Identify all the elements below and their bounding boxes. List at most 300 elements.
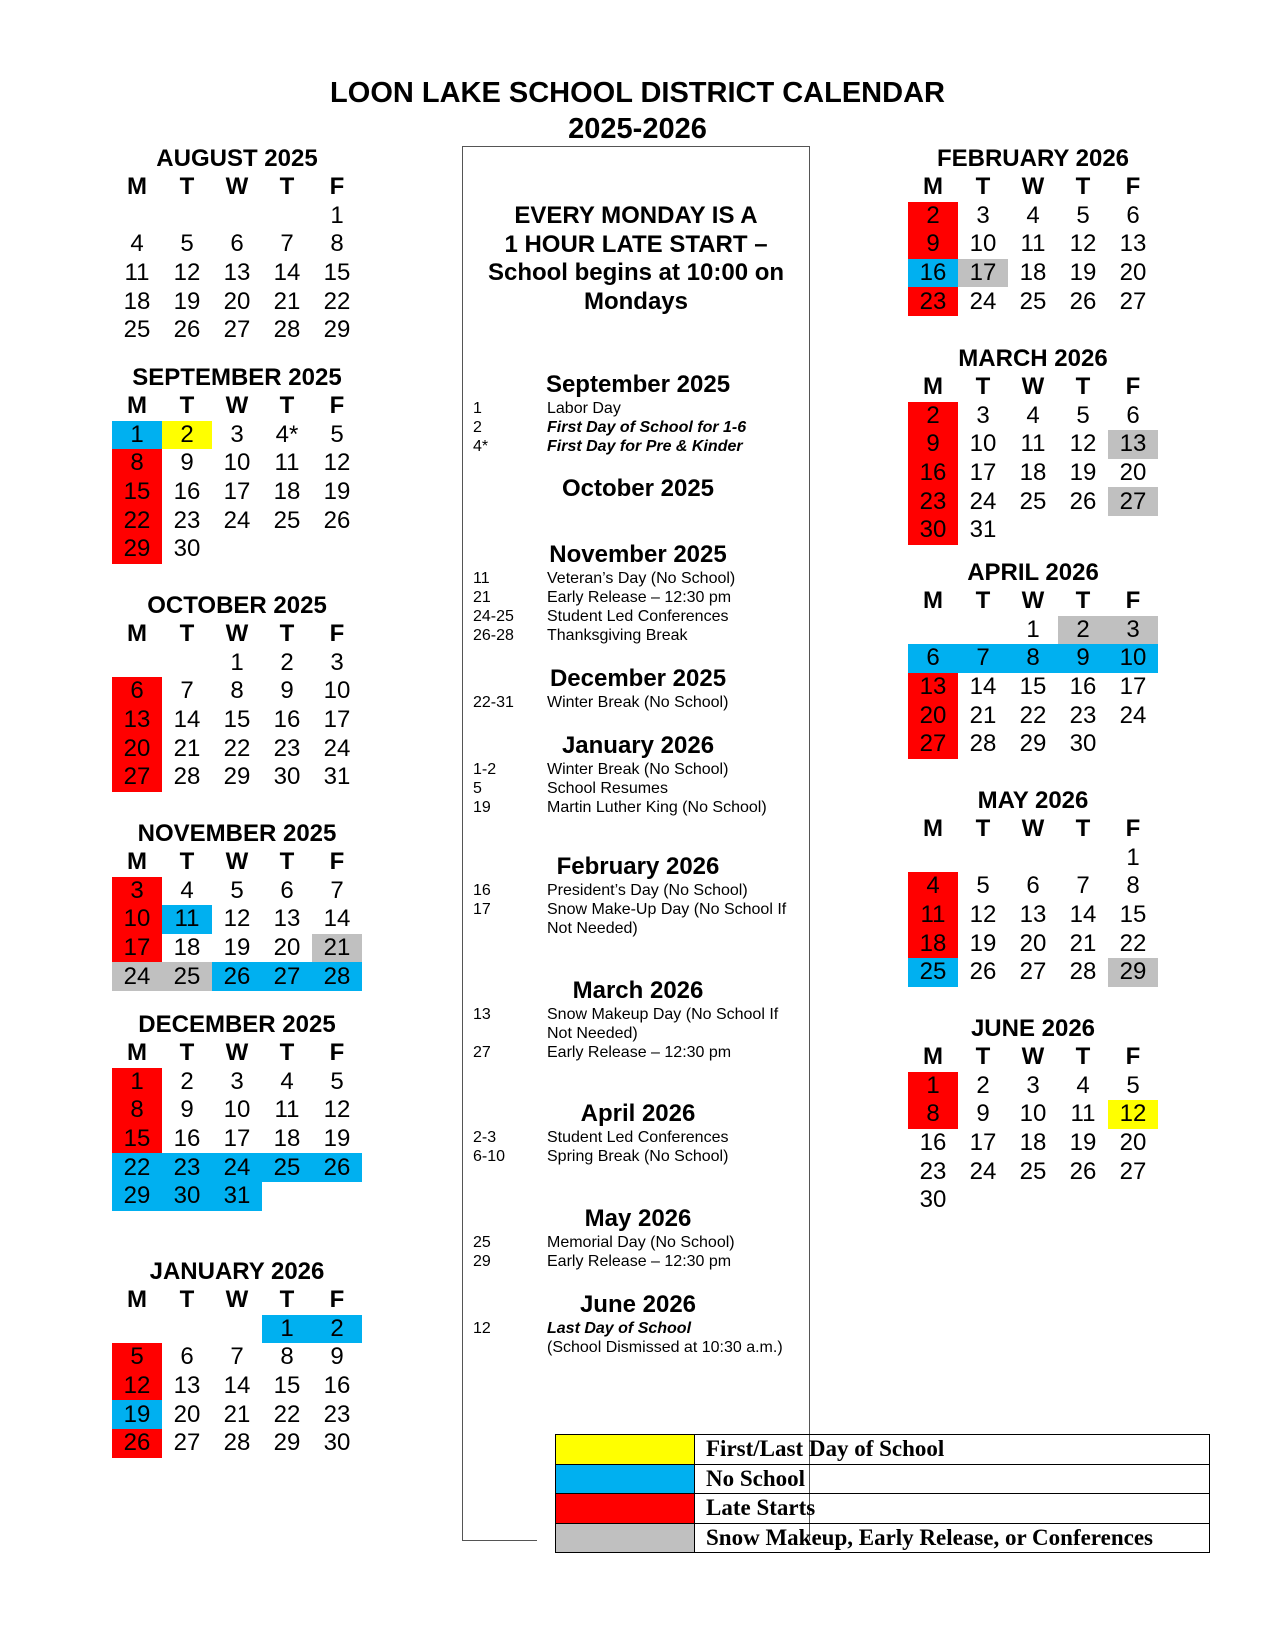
day-cell: 23 — [323, 1400, 351, 1428]
day-cell: 9 — [280, 677, 294, 705]
weekday-header: F — [1125, 587, 1141, 615]
event-item — [462, 1147, 810, 1166]
day-cell: 17 — [223, 1125, 251, 1153]
event-date: 17 — [473, 901, 491, 918]
month-name: DECEMBER 2025 — [138, 1011, 336, 1038]
day-cell: 28 — [223, 1429, 251, 1457]
month-grid — [112, 620, 362, 792]
event-date: 22-31 — [473, 694, 514, 711]
day-cell: 30 — [919, 1186, 947, 1214]
day-cell: 18 — [908, 929, 958, 958]
event-item — [462, 437, 810, 456]
event-item — [462, 900, 810, 938]
weekday-header: M — [127, 392, 147, 420]
day-cell: 12 — [1069, 430, 1097, 458]
event-item — [462, 1338, 810, 1357]
day-cell: 6 — [908, 644, 958, 673]
day-cell: 25 — [908, 958, 958, 987]
day-cell: 17 — [1119, 673, 1147, 701]
day-cell: 25 — [123, 316, 151, 344]
month-grid — [908, 373, 1158, 545]
event-item — [462, 418, 810, 437]
event-description: Memorial Day (No School) — [547, 1234, 735, 1251]
event-date: 2 — [473, 419, 482, 436]
day-cell: 5 — [1126, 1071, 1140, 1099]
weekday-header: W — [1021, 373, 1045, 401]
day-cell: 7 — [230, 1343, 244, 1371]
day-cell: 15 — [112, 1125, 162, 1154]
event-date: 24-25 — [473, 608, 514, 625]
day-cell: 16 — [1069, 673, 1097, 701]
event-item — [462, 626, 810, 645]
month-name: OCTOBER 2025 — [147, 592, 327, 619]
day-cell: 13 — [223, 259, 251, 287]
day-cell: 11 — [124, 259, 150, 287]
event-item — [462, 399, 810, 418]
day-cell: 11 — [274, 449, 300, 477]
day-cell: 17 — [223, 478, 251, 506]
day-cell: 6 — [180, 1343, 194, 1371]
month-grid — [112, 848, 362, 991]
month-name: SEPTEMBER 2025 — [132, 364, 342, 391]
event-month-section — [462, 1100, 810, 1166]
month-name: APRIL 2026 — [967, 559, 1099, 586]
day-cell: 19 — [323, 478, 351, 506]
day-cell: 17 — [969, 1129, 997, 1157]
note-line: Mondays — [583, 287, 688, 315]
day-cell: 19 — [1069, 1129, 1097, 1157]
legend-label: First/Last Day of School — [695, 1435, 1210, 1465]
event-month-section — [462, 665, 810, 712]
day-cell: 15 — [1019, 673, 1047, 701]
day-cell: 27 — [1108, 487, 1158, 516]
weekday-header: M — [127, 1039, 147, 1067]
weekday-header: T — [1075, 373, 1091, 401]
day-cell: 18 — [273, 478, 301, 506]
day-cell: 12 — [1069, 230, 1097, 258]
day-cell: 27 — [112, 763, 162, 792]
month-calendar — [908, 145, 1158, 316]
day-cell: 28 — [1069, 958, 1097, 986]
day-cell: 29 — [273, 1429, 301, 1457]
day-cell: 2 — [976, 1071, 990, 1099]
day-cell: 19 — [112, 1400, 162, 1429]
day-cell: 8 — [230, 677, 244, 705]
day-cell: 28 — [173, 763, 201, 791]
day-cell: 10 — [323, 677, 351, 705]
event-description: Early Release – 12:30 pm — [547, 1044, 732, 1061]
day-cell: 9 — [908, 430, 958, 459]
day-cell: 25 — [1019, 287, 1047, 315]
day-cell: 10 — [223, 1096, 251, 1124]
event-date: 5 — [473, 780, 482, 797]
day-cell: 6 — [1126, 201, 1140, 229]
day-cell: 19 — [323, 1125, 351, 1153]
event-description: School Resumes — [547, 780, 668, 797]
event-month-title: December 2025 — [549, 665, 727, 692]
day-cell: 8 — [1126, 872, 1140, 900]
day-cell: 26 — [312, 1153, 362, 1182]
day-cell: 15 — [1119, 901, 1147, 929]
day-cell: 9 — [330, 1343, 344, 1371]
day-cell: 22 — [273, 1400, 301, 1428]
day-cell: 15 — [223, 706, 251, 734]
day-cell: 20 — [112, 734, 162, 763]
day-cell: 16 — [908, 459, 958, 488]
day-cell: 11 — [1020, 430, 1046, 458]
legend-swatch-gray — [556, 1523, 695, 1553]
event-description: Labor Day — [547, 400, 621, 417]
event-item — [462, 779, 810, 798]
day-cell: 9 — [1058, 644, 1108, 673]
event-date: 1 — [473, 400, 482, 417]
month-calendar — [112, 1011, 362, 1211]
event-month-section — [462, 977, 810, 1062]
legend-swatch-red — [556, 1494, 695, 1524]
weekday-header: W — [225, 392, 249, 420]
weekday-header: T — [1075, 815, 1091, 843]
weekday-header: M — [923, 1043, 943, 1071]
day-cell: 19 — [1069, 259, 1097, 287]
day-cell: 5 — [180, 230, 194, 258]
day-cell: 24 — [969, 287, 997, 315]
note-line: EVERY MONDAY IS A — [514, 202, 758, 229]
day-cell: 14 — [223, 1372, 251, 1400]
event-date: 2-3 — [473, 1129, 497, 1146]
day-cell: 24 — [323, 734, 351, 762]
day-cell: 4 — [1026, 401, 1040, 429]
day-cell: 17 — [958, 259, 1008, 288]
month-calendar — [112, 1258, 362, 1458]
event-description: Early Release – 12:30 pm — [547, 1253, 732, 1270]
day-cell: 23 — [173, 506, 201, 534]
day-cell: 27 — [908, 730, 958, 759]
day-cell: 16 — [173, 1125, 201, 1153]
event-item — [462, 1043, 810, 1062]
month-calendar — [908, 345, 1158, 545]
day-cell: 25 — [273, 506, 301, 534]
legend-swatch-yellow — [556, 1435, 695, 1465]
weekday-header: T — [975, 587, 991, 615]
month-name: MAY 2026 — [977, 787, 1089, 814]
day-cell: 1 — [112, 1068, 162, 1097]
weekday-header: F — [1125, 1043, 1141, 1071]
day-cell: 16 — [323, 1372, 351, 1400]
event-date: 21 — [473, 589, 491, 606]
weekday-header: M — [923, 373, 943, 401]
day-cell: 16 — [273, 706, 301, 734]
day-cell: 24 — [969, 1157, 997, 1185]
weekday-header: W — [1021, 173, 1045, 201]
weekday-header: T — [179, 620, 195, 648]
day-cell: 20 — [1119, 459, 1147, 487]
weekday-header: F — [329, 1039, 345, 1067]
event-description: Thanksgiving Break — [547, 627, 688, 644]
monday-late-start-note — [462, 202, 810, 316]
event-description: Winter Break (No School) — [547, 694, 729, 711]
day-cell: 1 — [1126, 843, 1140, 871]
weekday-header: W — [225, 620, 249, 648]
day-cell: 16 — [173, 478, 201, 506]
month-grid — [908, 815, 1158, 987]
day-cell: 30 — [1069, 730, 1097, 758]
day-cell: 21 — [223, 1400, 251, 1428]
day-cell: 30 — [908, 516, 958, 545]
day-cell: 8 — [112, 1096, 162, 1125]
day-cell: 23 — [919, 1157, 947, 1185]
event-date: 12 — [473, 1320, 491, 1337]
event-description: Veteran’s Day (No School) — [547, 570, 736, 587]
day-cell: 15 — [323, 259, 351, 287]
event-description: First Day for Pre & Kinder — [547, 438, 743, 455]
day-cell: 4 — [1026, 201, 1040, 229]
event-date: 1-2 — [473, 761, 497, 778]
day-cell: 17 — [969, 459, 997, 487]
day-cell: 18 — [1019, 459, 1047, 487]
weekday-header: W — [1021, 587, 1045, 615]
day-cell: 20 — [1019, 929, 1047, 957]
day-cell: 6 — [1026, 872, 1040, 900]
day-cell: 13 — [273, 905, 301, 933]
weekday-header: T — [279, 848, 295, 876]
day-cell: 22 — [112, 1153, 162, 1182]
event-description: Snow Makeup Day (No School If Not Needed) — [547, 1006, 779, 1042]
event-description: Spring Break (No School) — [547, 1148, 729, 1165]
day-cell: 7 — [280, 230, 294, 258]
event-item — [462, 693, 810, 712]
month-name: JANUARY 2026 — [149, 1258, 325, 1285]
day-cell: 11 — [908, 901, 958, 930]
event-month-title: January 2026 — [561, 732, 715, 759]
month-grid — [112, 392, 362, 564]
legend-swatch-blue — [556, 1464, 695, 1494]
day-cell: 8 — [908, 1100, 958, 1129]
month-grid — [908, 1043, 1158, 1215]
event-item — [462, 1319, 810, 1338]
day-cell: 2 — [280, 648, 294, 676]
day-cell: 15 — [112, 478, 162, 507]
day-cell: 2 — [312, 1315, 362, 1344]
day-cell: 25 — [262, 1153, 312, 1182]
day-cell: 12 — [173, 259, 201, 287]
weekday-header: T — [179, 1286, 195, 1314]
event-date: 27 — [473, 1044, 491, 1061]
weekday-header: T — [1075, 587, 1091, 615]
day-cell: 22 — [1119, 929, 1147, 957]
weekday-header: T — [279, 1286, 295, 1314]
weekday-header: F — [1125, 173, 1141, 201]
day-cell: 9 — [908, 230, 958, 259]
day-cell: 30 — [273, 763, 301, 791]
event-date: 19 — [473, 799, 491, 816]
event-description: Early Release – 12:30 pm — [547, 589, 732, 606]
day-cell: 5 — [330, 1067, 344, 1095]
weekday-header: W — [1021, 1043, 1045, 1071]
event-item — [462, 1233, 810, 1252]
weekday-header: W — [225, 848, 249, 876]
day-cell: 6 — [280, 876, 294, 904]
day-cell: 25 — [162, 962, 212, 991]
month-calendar — [112, 820, 362, 991]
weekday-header: T — [179, 392, 195, 420]
day-cell: 26 — [112, 1429, 162, 1458]
day-cell: 5 — [112, 1343, 162, 1372]
day-cell: 29 — [223, 763, 251, 791]
note-line: School begins at 10:00 on — [487, 259, 785, 286]
day-cell: 10 — [969, 230, 997, 258]
month-calendar — [112, 145, 362, 345]
day-cell: 9 — [976, 1100, 990, 1128]
day-cell: 19 — [969, 929, 997, 957]
weekday-header: F — [329, 392, 345, 420]
day-cell: 31 — [969, 516, 997, 544]
day-cell: 4 — [280, 1067, 294, 1095]
month-calendar — [112, 364, 362, 564]
weekday-header: M — [127, 620, 147, 648]
day-cell: 2 — [162, 421, 212, 450]
day-cell: 9 — [180, 449, 194, 477]
month-name: FEBRUARY 2026 — [936, 145, 1130, 172]
event-date: 4* — [473, 438, 489, 455]
day-cell: 20 — [1119, 1129, 1147, 1157]
day-cell: 8 — [112, 449, 162, 478]
day-cell: 12 — [969, 901, 997, 929]
weekday-header: F — [329, 1286, 345, 1314]
day-cell: 6 — [230, 230, 244, 258]
day-cell: 11 — [1070, 1100, 1096, 1128]
event-month-title: November 2025 — [549, 541, 727, 568]
day-cell: 21 — [273, 287, 301, 315]
day-cell: 18 — [1019, 259, 1047, 287]
day-cell: 20 — [908, 701, 958, 730]
event-item — [462, 588, 810, 607]
legend-label: No School — [695, 1464, 1210, 1494]
weekday-header: M — [923, 587, 943, 615]
month-grid — [112, 1286, 362, 1458]
event-date: 16 — [473, 882, 491, 899]
event-month-title: April 2026 — [580, 1100, 696, 1127]
month-grid — [908, 173, 1158, 316]
day-cell: 21 — [969, 701, 997, 729]
day-cell: 14 — [969, 673, 997, 701]
event-item — [462, 1128, 810, 1147]
day-cell: 18 — [1019, 1129, 1047, 1157]
day-cell: 1 — [1026, 615, 1040, 643]
weekday-header: T — [975, 1043, 991, 1071]
event-month-title: May 2026 — [584, 1205, 692, 1232]
event-month-section — [462, 853, 810, 938]
day-cell: 23 — [273, 734, 301, 762]
day-cell: 23 — [908, 487, 958, 516]
day-cell: 28 — [273, 316, 301, 344]
event-item — [462, 1252, 810, 1271]
legend — [555, 1434, 1210, 1553]
day-cell: 21 — [1069, 929, 1097, 957]
day-cell: 10 — [1019, 1100, 1047, 1128]
weekday-header: T — [975, 173, 991, 201]
day-cell: 17 — [112, 934, 162, 963]
day-cell: 22 — [112, 506, 162, 535]
weekday-header: T — [279, 392, 295, 420]
day-cell: 26 — [323, 506, 351, 534]
event-date: 29 — [473, 1253, 491, 1270]
day-cell: 25 — [1019, 1157, 1047, 1185]
event-month-title: October 2025 — [561, 475, 715, 502]
legend-row — [556, 1523, 1210, 1553]
weekday-header: M — [127, 1286, 147, 1314]
day-cell: 31 — [212, 1182, 262, 1211]
day-cell: 18 — [173, 934, 201, 962]
day-cell: 23 — [908, 287, 958, 316]
day-cell: 18 — [273, 1125, 301, 1153]
day-cell: 4 — [180, 876, 194, 904]
day-cell: 16 — [908, 259, 958, 288]
day-cell: 5 — [976, 872, 990, 900]
event-description: First Day of School for 1-6 — [547, 419, 747, 436]
day-cell: 20 — [273, 934, 301, 962]
day-cell: 26 — [173, 316, 201, 344]
day-cell: 24 — [112, 962, 162, 991]
event-description: (School Dismissed at 10:30 a.m.) — [547, 1339, 783, 1356]
day-cell: 13 — [112, 706, 162, 735]
day-cell: 1 — [330, 201, 344, 229]
day-cell: 21 — [312, 934, 362, 963]
day-cell: 12 — [323, 1096, 351, 1124]
event-month-title: February 2026 — [556, 853, 720, 880]
day-cell: 6 — [1126, 401, 1140, 429]
month-calendar — [908, 1015, 1158, 1215]
weekday-header: T — [279, 173, 295, 201]
day-cell: 27 — [173, 1429, 201, 1457]
day-cell: 29 — [112, 1182, 162, 1211]
month-grid — [112, 1039, 362, 1211]
day-cell: 14 — [173, 706, 201, 734]
event-month-section — [462, 371, 810, 456]
day-cell: 14 — [323, 905, 351, 933]
day-cell: 3 — [112, 877, 162, 906]
day-cell: 17 — [323, 706, 351, 734]
weekday-header: F — [329, 848, 345, 876]
event-month-section — [462, 541, 810, 645]
event-date: 26-28 — [473, 627, 514, 644]
day-cell: 4 — [908, 872, 958, 901]
event-date: 25 — [473, 1234, 491, 1251]
day-cell: 3 — [330, 648, 344, 676]
day-cell: 2 — [908, 402, 958, 431]
school-year-title: 2025-2026 — [568, 113, 707, 145]
day-cell: 27 — [1119, 1157, 1147, 1185]
event-month-title: June 2026 — [579, 1291, 697, 1318]
day-cell: 7 — [330, 876, 344, 904]
day-cell: 26 — [1069, 287, 1097, 315]
event-description: Winter Break (No School) — [547, 761, 729, 778]
legend-row — [556, 1464, 1210, 1494]
weekday-header: F — [329, 620, 345, 648]
day-cell: 12 — [112, 1372, 162, 1401]
event-item — [462, 607, 810, 626]
day-cell: 28 — [969, 730, 997, 758]
day-cell: 26 — [1069, 1157, 1097, 1185]
day-cell: 3 — [976, 201, 990, 229]
weekday-header: W — [225, 1286, 249, 1314]
day-cell: 22 — [223, 734, 251, 762]
day-cell: 1 — [262, 1315, 312, 1344]
day-cell: 9 — [180, 1096, 194, 1124]
day-cell: 22 — [1019, 701, 1047, 729]
day-cell: 11 — [274, 1096, 300, 1124]
day-cell: 5 — [330, 420, 344, 448]
day-cell: 20 — [173, 1400, 201, 1428]
